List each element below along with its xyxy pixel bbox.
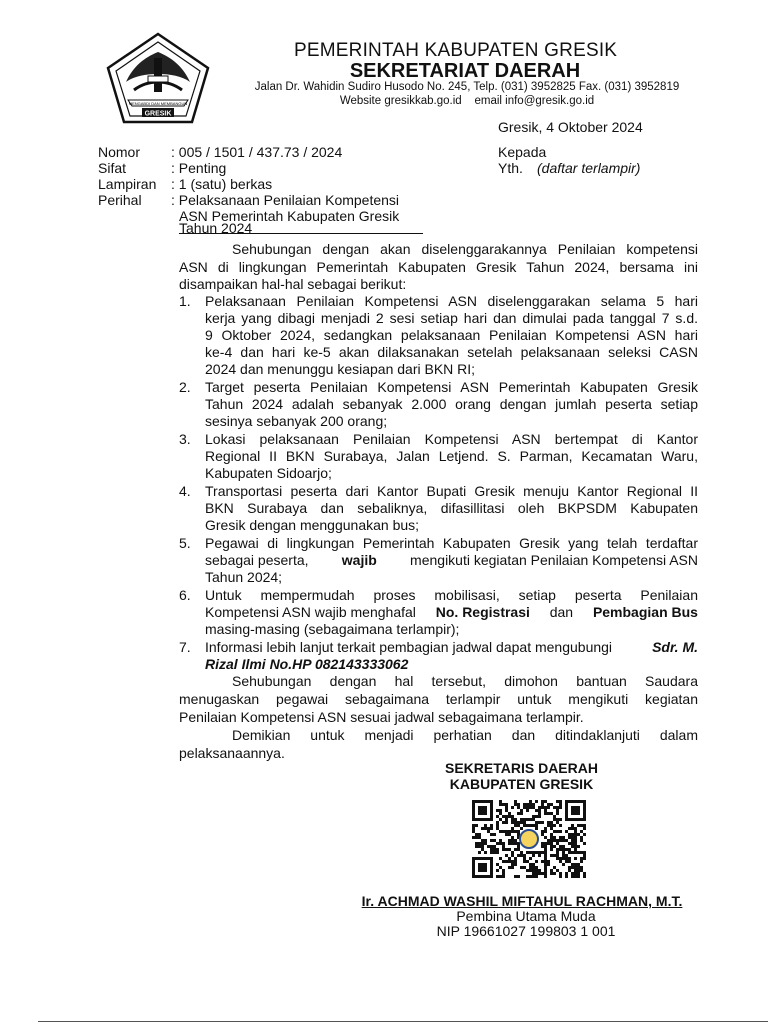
intro-line-2: ASN di lingkungan Pemerintah Kabupaten Gresik Tahun 2024, bersama ini — [179, 259, 698, 275]
item-1-line-4: ke-4 dan hari ke-5 akan dilaksanakan setelah pelaksanaan seleksi CASN — [205, 344, 698, 360]
item-3-line-2: Regional II BKN Surabaya, Jalan Letjend. S. Parman, Kecamatan Waru, — [205, 448, 698, 464]
item-number: 3. — [179, 431, 191, 447]
svg-text:MENGABDI DAN MEMBANGUN: MENGABDI DAN MEMBANGUN — [128, 101, 188, 106]
item-number: 4. — [179, 483, 191, 499]
field-value-nomor: : 005 / 1501 / 437.73 / 2024 — [171, 144, 343, 160]
perihal-line-3: Tahun 2024 — [179, 220, 253, 236]
item-3-line-1: Lokasi pelaksanaan Penilaian Kompetensi ASN bertempat di Kantor — [205, 431, 698, 447]
recipient-label: Kepada — [498, 144, 547, 160]
item-7-contact: Rizal Ilmi No.HP 082143333062 — [205, 656, 409, 672]
item-number: 7. — [179, 639, 191, 655]
qr-code-icon — [472, 800, 586, 878]
item-5-line-2: sebagai peserta, wajib mengikuti kegiatan Penilaian Kompetensi ASN — [205, 552, 698, 568]
signatory-nip: NIP 19661027 199803 1 001 — [436, 923, 616, 939]
perihal-line-2: ASN Pemerintah Kabupaten Gresik — [179, 208, 400, 224]
field-label-sifat: Sifat — [98, 160, 127, 176]
closing-2-line-1: Demikian untuk menjadi perhatian dan ditindaklanjuti dalam — [232, 727, 698, 743]
item-number: 5. — [179, 535, 191, 551]
field-label-lampiran: Lampiran — [98, 176, 157, 192]
letterhead-government: PEMERINTAH KABUPATEN GRESIK — [294, 40, 618, 61]
e-signature-qr-code — [472, 800, 586, 878]
item-number: 2. — [179, 379, 191, 395]
closing-1-line-2: menugaskan pegawai sebagaimana terlampir untuk mengikuti kegiatan — [179, 691, 698, 707]
item-number: 6. — [179, 587, 191, 603]
letterhead-office: SEKRETARIAT DAERAH — [349, 60, 581, 82]
perihal-underline — [179, 233, 423, 234]
item-number: 1. — [179, 293, 191, 309]
recipient-value: (daftar terlampir) — [537, 160, 641, 176]
item-1-line-2: kerja yang dibagi menjadi 2 sesi setiap hari dan dimulai pada tanggal 7 s.d. — [205, 310, 698, 326]
item-4-line-2: BKN Surabaya dan sebaliknya, difasillitasi oleh BKPSDM Kabupaten — [205, 500, 698, 516]
place-date: Gresik, 4 Oktober 2024 — [498, 119, 643, 135]
item-6-line-3: masing-masing (sebagaimana terlampir); — [205, 621, 460, 637]
item-5-line-3: Tahun 2024; — [205, 569, 283, 585]
item-5-line-1: Pegawai di lingkungan Pemerintah Kabupaten Gresik yang telah terdaftar — [205, 535, 698, 551]
item-1-line-3: 9 Oktober 2024, sedangkan pelaksanaan Penilaian Kompetensi ASN hari — [205, 327, 698, 343]
item-7-line-1: Informasi lebih lanjut terkait pembagian jadwal dapat mengubungi Sdr. M. — [205, 639, 698, 655]
page-edge-line — [38, 1021, 768, 1022]
signature-title-2: KABUPATEN GRESIK — [449, 776, 594, 792]
item-4-line-1: Transportasi peserta dari Kantor Bupati Gresik menuju Kantor Regional II — [205, 483, 698, 499]
closing-1-line-1: Sehubungan dengan hal tersebut, dimohon bantuan Saudara — [232, 673, 698, 689]
item-1-line-5: 2024 dan menunggu kesiapan dari BKN RI; — [205, 361, 476, 377]
item-2-line-1: Target peserta Penilaian Kompetensi ASN Pemerintah Kabupaten Gresik — [205, 379, 698, 395]
item-4-line-3: Gresik dengan menggunakan bus; — [205, 517, 420, 533]
regency-emblem-icon — [104, 30, 212, 126]
field-value-lampiran: : 1 (satu) berkas — [171, 176, 273, 192]
signatory-name: Ir. ACHMAD WASHIL MIFTAHUL RACHMAN, M.T. — [361, 893, 683, 909]
item-2-line-2: Tahun 2024 adalah sebanyak 2.000 orang dengan jumlah peserta setiap — [205, 396, 698, 412]
letterhead-contact: Website gresikkab.go.id email info@gresik.go.id — [339, 95, 595, 107]
item-1-line-1: Pelaksanaan Penilaian Kompetensi ASN diselenggarakan selama 5 hari — [205, 293, 698, 309]
letterhead-address: Jalan Dr. Wahidin Sudiro Husodo No. 245, Telp. (031) 3952825 Fax. (031) 3952819 — [254, 81, 680, 93]
yth-label: Yth. — [498, 160, 523, 176]
field-label-perihal: Perihal — [98, 192, 142, 208]
item-3-line-3: Kabupaten Sidoarjo; — [205, 465, 332, 481]
signature-title-1: SEKRETARIS DAERAH — [445, 760, 598, 776]
signatory-rank: Pembina Utama Muda — [456, 908, 596, 924]
intro-line-1: Sehubungan dengan akan diselenggarakannya Penilaian kompetensi — [232, 241, 698, 257]
closing-1-line-3: Penilaian Kompetensi ASN sesuai jadwal sebagaimana terlampir. — [179, 709, 584, 725]
intro-line-3: disampaikan hal-hal sebagai berikut: — [179, 276, 407, 292]
svg-text:GRESIK: GRESIK — [144, 110, 172, 118]
field-value-sifat: : Penting — [171, 160, 227, 176]
field-value-perihal: : Pelaksanaan Penilaian Kompetensi — [171, 192, 400, 208]
field-label-nomor: Nomor — [98, 144, 141, 160]
closing-2-line-2: pelaksanaannya. — [179, 745, 285, 761]
item-6-line-2: Kompetensi ASN wajib menghafal No. Registrasi dan Pembagian Bus — [205, 604, 698, 620]
item-2-line-3: sesinya sebanyak 200 orang; — [205, 413, 388, 429]
item-6-line-1: Untuk mempermudah proses mobilisasi, setiap peserta Penilaian — [205, 587, 698, 603]
regency-logo — [104, 30, 212, 126]
